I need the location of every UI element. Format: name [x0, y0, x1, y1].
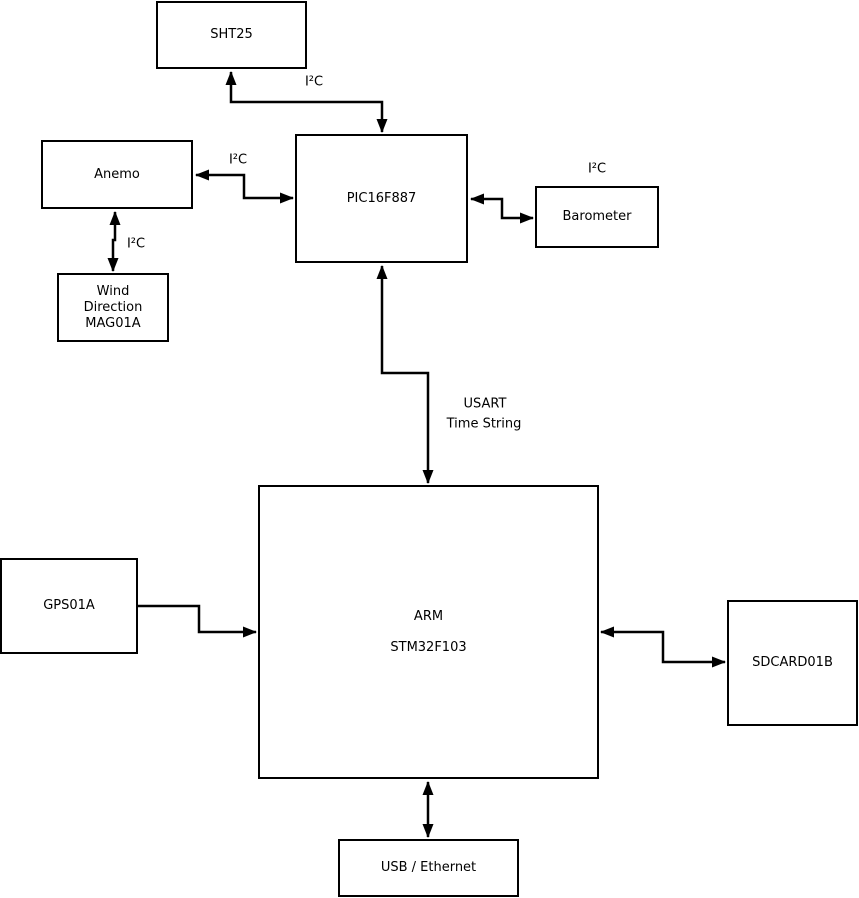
- node-anemo: [41, 140, 193, 209]
- edge-label-usart: USART: [463, 396, 507, 412]
- edge-gps-arm: [138, 606, 256, 632]
- node-wind-label-line1: Wind: [96, 283, 130, 299]
- node-sht25: [156, 1, 307, 69]
- node-wind-direction: [57, 273, 169, 342]
- node-usb-ethernet: [338, 839, 519, 897]
- edge-label-i2c-anemo: I²C: [228, 152, 248, 168]
- node-pic16f887: [295, 134, 468, 263]
- node-barometer-label: Barometer: [562, 209, 632, 224]
- edge-arm-sdcard: [601, 632, 725, 662]
- node-wind-label-line2: Direction: [83, 299, 143, 315]
- node-gps01a-label: GPS01A: [43, 598, 95, 613]
- edge-pic-barometer: [471, 199, 533, 218]
- node-arm-label-line2: STM32F103: [390, 639, 467, 655]
- edge-pic-anemo: [196, 175, 293, 198]
- node-barometer: [535, 186, 659, 248]
- edge-label-i2c-sht25: I²C: [304, 74, 324, 90]
- node-usb-ethernet-label: USB / Ethernet: [380, 860, 477, 875]
- node-arm-label-line1: ARM: [413, 608, 444, 624]
- node-wind-label-line3: MAG01A: [85, 315, 141, 331]
- node-sht25-label: SHT25: [210, 27, 253, 42]
- node-arm-stm32f103: [258, 485, 599, 779]
- node-sdcard01b-label: SDCARD01B: [752, 655, 833, 670]
- node-pic16f887-label: PIC16F887: [346, 190, 417, 206]
- edge-anemo-wind: [113, 212, 115, 271]
- node-anemo-label: Anemo: [94, 166, 140, 182]
- node-gps01a: [0, 558, 138, 654]
- edge-pic-arm: [382, 266, 428, 483]
- node-sdcard01b: [727, 600, 858, 726]
- edge-label-i2c-wind: I²C: [126, 236, 146, 252]
- edge-label-i2c-barometer: I²C: [587, 161, 607, 177]
- edge-label-time-string: Time String: [446, 416, 522, 432]
